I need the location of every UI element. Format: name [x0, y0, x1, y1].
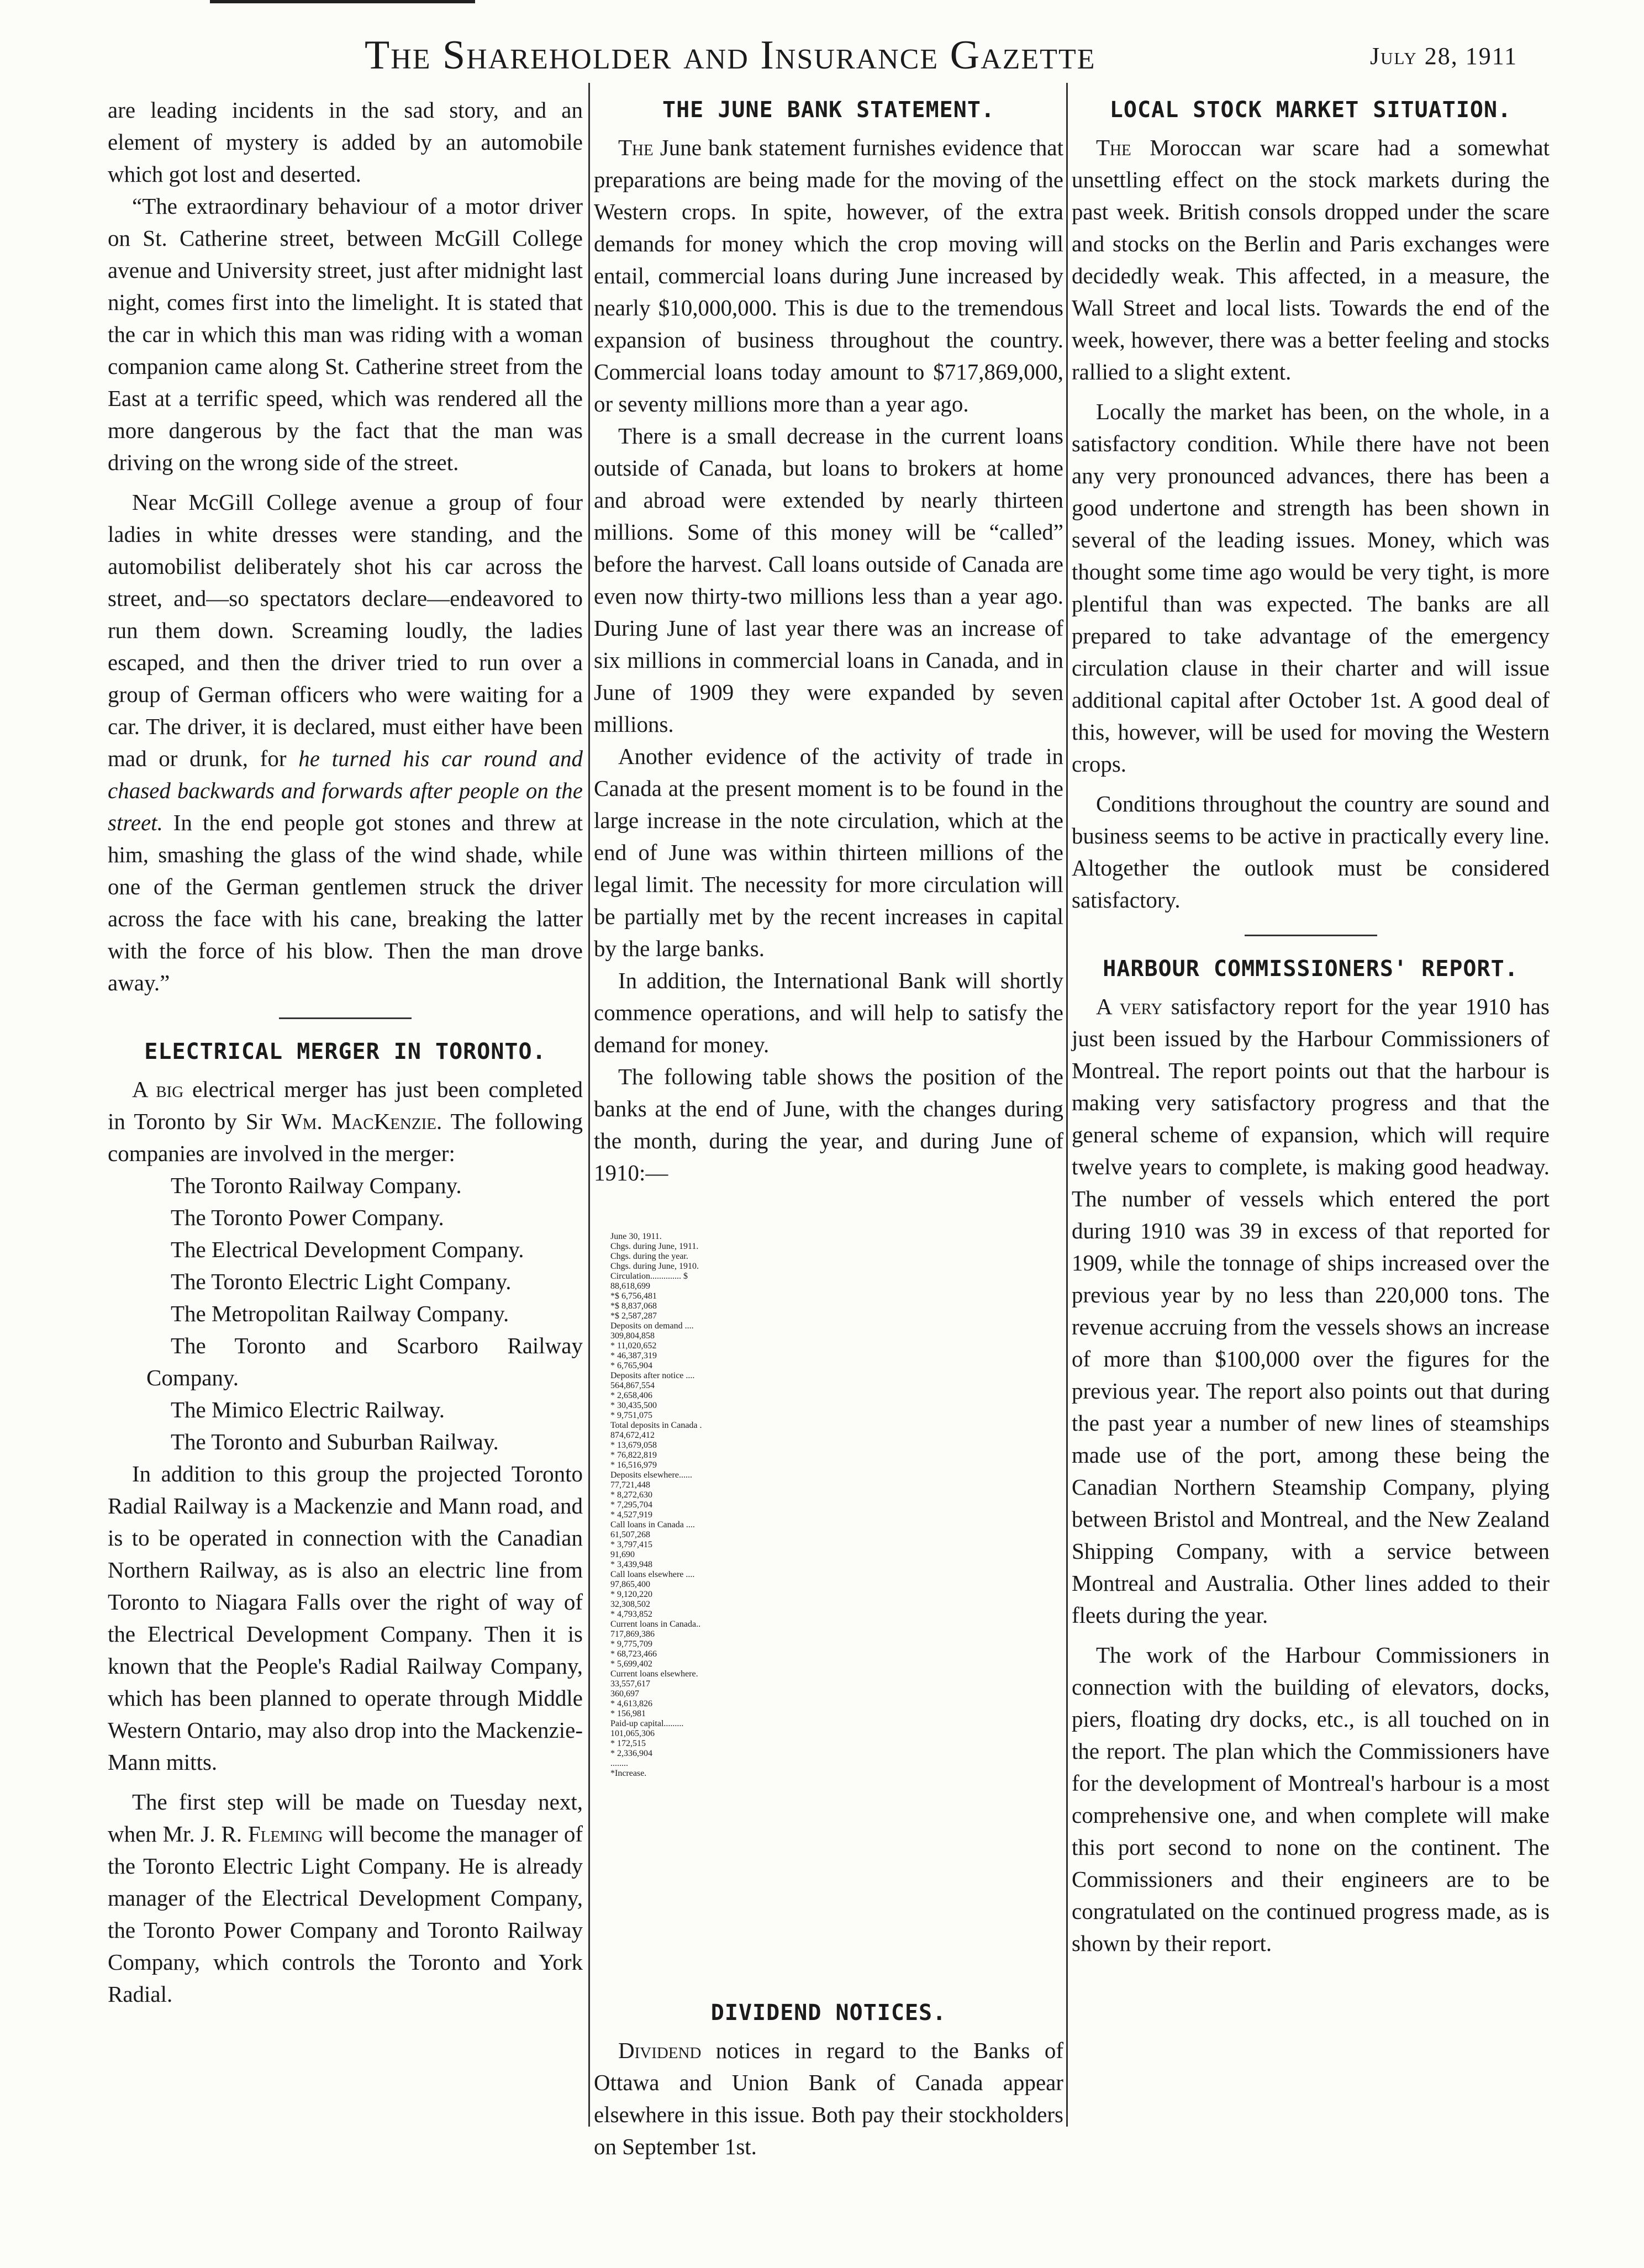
table-cell: 97,865,400 [610, 1580, 650, 1589]
paragraph: Dividend notices in regard to the Banks of Ottawa and Union Bank of Canada appear elsewhere in this issue. Both pay their stockholders on September 1st. [594, 2038, 1063, 2159]
table-cell: * 76,822,819 [610, 1451, 657, 1460]
table-cell: *$ 6,756,481 [610, 1291, 657, 1301]
paragraph: In addition, the International Bank will shortly commence operations, and will help to satisfy the demand for money. [594, 968, 1063, 1057]
table-cell: 360,697 [610, 1689, 639, 1699]
section-heading: THE JUNE BANK STATEMENT. [662, 97, 995, 123]
paragraph: A big electrical merger has just been completed in Toronto by Sir Wm. MacKenzie. The following companies are involved in the merger: [108, 1077, 583, 1166]
paragraph: The first step will be made on Tuesday next, when Mr. J. R. Fleming will become the manager of the Toronto Electric Light Company. He is already manager of the Electrical Development Company, the Toronto Power Company and Toronto Railway Company, which controls the Toronto and York Radial. [108, 1789, 583, 2007]
table-cell: * 156,981 [610, 1709, 646, 1718]
section-heading: DIVIDEND NOTICES. [710, 2000, 947, 2026]
table-cell: * 2,658,406 [610, 1391, 652, 1400]
paragraph: Near McGill College avenue a group of four ladies in white dresses were standing, and the automobilist deliberately shot his car across the street, and—so spectators declare—endeavored to run them down. Screaming loudly, the ladies escaped, and then the driver tried to run over a group of German officers who were waiting for a car. The driver, it is declared, must either have been mad or drunk, for he turned his car round and chased backwards and forwards after people on the street. In the end people got stones and threw at him, smashing the glass of the wind shade, while one of the German gentlemen struck the driver across the face with his cane, breaking the latter with the force of his blow. Then the man drove away.” [108, 489, 583, 995]
table-cell: 61,507,268 [610, 1530, 650, 1539]
table-row-label: Current loans in Canada.. [610, 1620, 701, 1629]
column-divider [588, 83, 590, 2127]
table-row-label: Circulation.............. $ [610, 1272, 688, 1281]
list-item: The Metropolitan Railway Company. [171, 1301, 509, 1326]
table-cell: * 68,723,466 [610, 1649, 657, 1659]
paragraph: The following table shows the position of the banks at the end of June, with the changes during the month, during the year, and during June of 1910:— [594, 1064, 1063, 1185]
table-cell: * 9,775,709 [610, 1639, 652, 1649]
publication-title: The Shareholder and Insurance Gazette [365, 33, 1096, 78]
table-cell: * 4,613,826 [610, 1699, 652, 1708]
table-row-label: Total deposits in Canada . [610, 1421, 702, 1430]
table-cell: 91,690 [610, 1550, 635, 1559]
paragraph: are leading incidents in the sad story, and an element of mystery is added by an automobile which got lost and deserted. [108, 97, 583, 187]
table-row-label: Deposits on demand .... [610, 1321, 694, 1331]
table-cell: * 6,765,904 [610, 1361, 652, 1370]
section-heading: LOCAL STOCK MARKET SITUATION. [1109, 97, 1512, 123]
list-item: The Toronto Power Company. [171, 1205, 444, 1230]
table-cell: *$ 8,837,068 [610, 1301, 657, 1311]
table-cell: * 7,295,704 [610, 1500, 652, 1510]
table-cell: * 4,793,852 [610, 1610, 652, 1619]
table-cell: ........ [610, 1759, 628, 1768]
italic-quote: he turned his car round and chased backwards and forwards after people on the street. [108, 746, 583, 835]
section-rule [1245, 935, 1377, 936]
table-header: June 30, 1911. [610, 1232, 662, 1241]
table-cell: * 16,516,979 [610, 1460, 657, 1470]
paragraph: There is a small decrease in the current loans outside of Canada, but loans to brokers at home and abroad were extended by nearly thirteen millions. Some of this money will be “called” before the harvest. Call loans outside of Canada are even now thirty-two millions less than a year ago. During June of last year there was an increase of six millions in commercial loans in Canada, and in June of 1909 they were expanded by seven millions. [594, 423, 1063, 737]
table-header: Chgs. during June, 1910. [610, 1262, 699, 1271]
table-cell: 33,557,617 [610, 1679, 650, 1689]
table-cell: * 5,699,402 [610, 1659, 652, 1669]
table-row-label: Deposits elsewhere...... [610, 1470, 692, 1480]
table-cell: 101,065,306 [610, 1729, 655, 1738]
dividend-section [594, 1997, 1063, 2162]
table-row-label: Current loans elsewhere. [610, 1669, 698, 1679]
table-cell: 32,308,502 [610, 1600, 650, 1609]
table-cell: * 46,387,319 [610, 1351, 657, 1360]
paragraph: The work of the Harbour Commissioners in connection with the building of elevators, docks, piers, floating dry docks, etc., is all touched on in the report. The plan which the Commissioners have for the development of Montreal's harbour is a most comprehensive one, and when complete will make this port second to none on the continent. The Commissioners and their engineers are to be congratulated on the continued progress made, as is shown by their report. [1072, 1642, 1550, 1956]
table-cell: * 3,797,415 [610, 1540, 652, 1549]
column-divider [1066, 83, 1068, 2127]
table-footnote: *Increase. [610, 1769, 647, 1778]
table-cell: * 4,527,919 [610, 1510, 652, 1520]
top-rule [210, 0, 475, 3]
section-heading: ELECTRICAL MERGER IN TORONTO. [144, 1039, 546, 1064]
paragraph: Another evidence of the activity of trade in Canada at the present moment is to be found in the large increase in the note circulation, which at the end of June was within thirteen millions of the legal limit. The necessity for more circulation will be partially met by the recent increases in capital by the large banks. [594, 743, 1063, 961]
table-cell: * 9,751,075 [610, 1411, 652, 1420]
table-cell: 309,804,858 [610, 1331, 655, 1341]
table-cell: * 2,336,904 [610, 1749, 652, 1758]
table-header: Chgs. during the year. [610, 1252, 688, 1261]
list-item: The Toronto Railway Company. [171, 1173, 462, 1198]
table-cell: * 11,020,652 [610, 1341, 657, 1351]
paragraph: In addition to this group the projected Toronto Radial Railway is a Mackenzie and Mann road, and is to be operated in connection with the Canadian Northern Railway, as is also an electric line from Toronto to Niagara Falls over the right of way of the Electrical Development Company. Then it is known that the People's Radial Railway Company, which has been planned to operate through Middle Western Ontario, may also drop into the Mackenzie-Mann mitts. [108, 1461, 583, 1775]
table-cell: * 9,120,220 [610, 1590, 652, 1599]
paragraph: Locally the market has been, on the whole, in a satisfactory condition. While there have not been any very pronounced advances, there has been a good undertone and strength has been shown in several of the leading issues. Money, which was thought some time ago would be very tight, is more plentiful than was expected. The banks are all prepared to take advantage of the emergency circulation clause in their charter and will issue additional capital after October 1st. A good deal of this, however, will be used for moving the Western crops. [1072, 399, 1550, 777]
masthead [0, 22, 1644, 83]
column-right [1072, 94, 1550, 1959]
table-cell: *$ 2,587,287 [610, 1311, 657, 1321]
table-cell: * 30,435,500 [610, 1401, 657, 1410]
table-row-label: Deposits after notice .... [610, 1371, 695, 1380]
table-cell: * 3,439,948 [610, 1560, 652, 1569]
table-cell: * 8,272,630 [610, 1490, 652, 1500]
table-cell: 77,721,448 [610, 1480, 650, 1490]
table-cell: * 13,679,058 [610, 1441, 657, 1450]
column-left [108, 94, 583, 2010]
section-heading: HARBOUR COMMISSIONERS' REPORT. [1103, 956, 1519, 982]
list-item: The Toronto and Scarboro Railway Company. [146, 1333, 583, 1390]
list-item: The Toronto Electric Light Company. [171, 1269, 512, 1294]
table-cell: 874,672,412 [610, 1431, 655, 1440]
paragraph: A very satisfactory report for the year 1910 has just been issued by the Harbour Commissioners of Montreal. The report points out that the harbour is making very satisfactory progress and that the general scheme of expansion, which will require twelve years to complete, is making good headway. The number of vessels which entered the port during 1910 was 39 in excess of that reported for 1909, while the tonnage of ships increased over the previous year by no less than 220,000 tons. The revenue accruing from the vessels shows an increase of more than $100,000 over the figures for the previous year. The report also points out that during the past year a number of new lines of steamships made use of the port, among these being the Canadian Northern Steamship Company, plying between Bristol and Montreal, and the New Zealand Shipping Company, with a service between Montreal and Australia. Other lines added to their fleets during the year. [1072, 994, 1550, 1628]
list-item: The Mimico Electric Railway. [171, 1397, 445, 1422]
table-header: Chgs. during June, 1911. [610, 1242, 699, 1251]
table-cell: 88,618,699 [610, 1281, 650, 1291]
table-row-label: Paid-up capital......... [610, 1719, 684, 1728]
paragraph: “The extraordinary behaviour of a motor driver on St. Catherine street, between McGill College avenue and University street, just after midnight last night, comes first into the limelight. It is stated that the car in which this man was riding with a woman companion came along St. Catherine street from the East at a terrific speed, which was rendered all the more dangerous by the fact that the man was driving on the wrong side of the street. [108, 193, 583, 475]
table-row-label: Call loans in Canada .... [610, 1520, 695, 1529]
table-row-label: Call loans elsewhere .... [610, 1570, 695, 1579]
list-item: The Toronto and Suburban Railway. [171, 1429, 499, 1454]
paragraph: The June bank statement furnishes evidence that preparations are being made for the moving of the Western crops. In spite, however, of the extra demands for money which the crop moving will entail, commercial loans during June increased by nearly $10,000,000. This is due to the tremendous expansion of business throughout the country. Commercial loans today amount to $717,869,000, or seventy millions more than a year ago. [594, 135, 1063, 416]
table-cell: 717,869,386 [610, 1629, 655, 1639]
paragraph: The Moroccan war scare had a somewhat unsettling effect on the stock markets during the past week. British consols dropped under the scare and stocks on the Berlin and Paris exchanges were decidedly weak. This affected, in a measure, the Wall Street and local lists. Towards the end of the week, however, there was a better feeling and stocks rallied to a slight extent. [1072, 135, 1550, 384]
table-cell: * 172,515 [610, 1739, 646, 1748]
paragraph: Conditions throughout the country are sound and business seems to be active in practically every line. Altogether the outlook must be considered satisfactory. [1072, 791, 1550, 913]
issue-date: July 28, 1911 [1370, 43, 1518, 70]
section-rule [279, 1017, 412, 1019]
table-cell: 564,867,554 [610, 1381, 655, 1390]
bank-statement-table [610, 1232, 1030, 1994]
column-middle [594, 94, 1063, 1189]
list-item: The Electrical Development Company. [171, 1237, 524, 1262]
